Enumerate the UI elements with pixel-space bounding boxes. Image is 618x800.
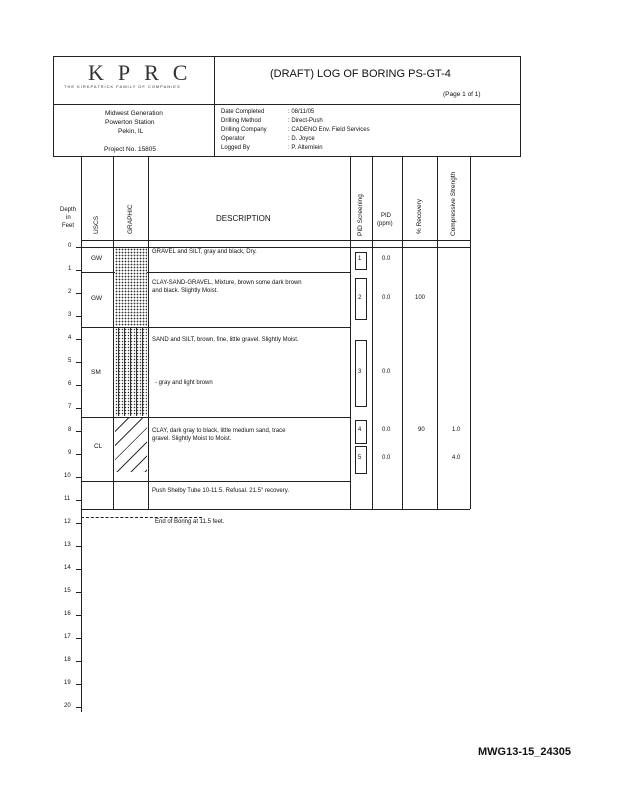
- header-mid-border: [53, 104, 521, 105]
- pid-header: PID: [381, 213, 392, 219]
- site-location: Pekin, IL: [118, 128, 144, 135]
- depth-header: Depth: [60, 207, 77, 213]
- recovery-column-border: [437, 156, 438, 509]
- description-column-border: [350, 156, 351, 509]
- info-label: Logged By: [221, 145, 250, 151]
- depth-tick: [76, 316, 81, 317]
- uscs-code: GW: [91, 255, 103, 262]
- depth-tick: [76, 293, 81, 294]
- strength-value: 4.0: [452, 455, 461, 461]
- sample-number: 5: [358, 455, 362, 461]
- pid-value: 0.0: [382, 369, 391, 375]
- strength-value: 1.0: [452, 427, 461, 433]
- info-label: Drilling Company: [221, 127, 267, 133]
- info-label: Date Completed: [221, 109, 265, 115]
- sample-number: 3: [358, 369, 362, 375]
- description-text: SAND and SILT, brown, fine, little gravel. Slightly Moist.: [152, 337, 299, 343]
- sample-number: 1: [358, 256, 362, 262]
- info-value: : CADENO Env. Field Services: [288, 127, 370, 133]
- depth-tick: [76, 247, 81, 248]
- depth-tick: [76, 362, 81, 363]
- uscs-code: GW: [91, 295, 103, 302]
- site-station: Powerton Station: [105, 119, 155, 126]
- description-text: CLAY-SAND-GRAVEL, Mixture, brown some dark brown: [152, 280, 302, 286]
- end-of-boring-line: [81, 517, 202, 518]
- depth-label: 15: [64, 588, 71, 594]
- description-text: GRAVEL and SILT, gray and black, Dry.: [152, 249, 257, 255]
- end-of-boring-text: End of Boring at 11.5 feet.: [155, 519, 225, 525]
- strength-column-border: [470, 156, 471, 509]
- site-name: Midwest Generation: [105, 110, 163, 117]
- depth-tick: [76, 454, 81, 455]
- description-text: Push Shelby Tube 10-11.5. Refusal. 21.5" recovery.: [152, 488, 289, 494]
- header-left-border: [53, 56, 54, 156]
- description-text: CLAY, dark gray to black, little medium sand, trace: [152, 428, 286, 434]
- info-value: : D. Joyce: [288, 136, 315, 142]
- uscs-code: CL: [94, 443, 103, 450]
- uscs-column-border: [113, 156, 114, 509]
- depth-tick: [76, 638, 81, 639]
- depth-tick: [76, 615, 81, 616]
- description-header: DESCRIPTION: [216, 214, 271, 223]
- depth-label: 17: [64, 634, 71, 640]
- logo-tagline: THE KIRKPATRICK FAMILY OF COMPANIES: [64, 84, 181, 89]
- depth-tick: [76, 592, 81, 593]
- gravel-pattern: [115, 248, 147, 326]
- info-label: Drilling Method: [221, 118, 262, 124]
- depth-label: 14: [64, 565, 71, 571]
- depth-header-feet: Feet: [62, 223, 75, 229]
- description-text: and black. Slightly Moist.: [152, 288, 219, 294]
- project-number: Project No. 15805: [104, 146, 157, 153]
- sample-number: 4: [358, 427, 362, 433]
- header-bottom-border: [53, 156, 521, 157]
- info-label: Operator: [221, 136, 245, 142]
- header-right-border: [520, 56, 521, 156]
- graphic-header: GRAPHIC: [127, 204, 134, 234]
- depth-tick: [76, 546, 81, 547]
- depth-label: 19: [64, 680, 71, 686]
- uscs-code: SM: [91, 369, 101, 376]
- depth-tick: [76, 270, 81, 271]
- depth-label: 3: [68, 312, 72, 318]
- depth-label: 16: [64, 611, 71, 617]
- depth-tick: [76, 385, 81, 386]
- depth-tick: [76, 569, 81, 570]
- depth-label: 6: [68, 381, 72, 387]
- depth-tick: [76, 707, 81, 708]
- depth-label: 12: [64, 519, 71, 525]
- depth-label: 13: [64, 542, 71, 548]
- column-header-border: [81, 240, 470, 241]
- page-title: (DRAFT) LOG OF BORING PS-GT-4: [270, 68, 451, 80]
- depth-label: 5: [68, 358, 72, 364]
- depth-tick: [76, 408, 81, 409]
- uscs-header: USCS: [93, 215, 100, 234]
- page-number: (Page 1 of 1): [443, 91, 481, 98]
- graphic-column-border: [148, 156, 149, 509]
- depth-label: 8: [68, 427, 72, 433]
- pid-screening-header: PID Screening: [357, 194, 364, 236]
- company-logo: KPRC: [88, 60, 202, 85]
- header-divider: [214, 56, 215, 156]
- description-text: gravel. Slightly Moist to Moist.: [152, 436, 232, 442]
- description-text: - gray and light brown: [155, 380, 213, 386]
- document-id: MWG13-15_24305: [478, 746, 571, 758]
- depth-tick: [76, 684, 81, 685]
- sand-silt-pattern: [115, 328, 147, 416]
- recovery-header: % Recovery: [416, 198, 423, 234]
- pid-value: 0.0: [382, 295, 391, 301]
- info-value: : 08/11/05: [288, 109, 315, 115]
- layer-boundary: [81, 481, 350, 482]
- clay-pattern: [115, 418, 147, 472]
- header-top-border: [53, 56, 521, 57]
- depth-tick: [76, 477, 81, 478]
- depth-label: 20: [64, 703, 71, 709]
- table-bottom-border: [81, 509, 470, 510]
- depth-label: 11: [64, 496, 71, 502]
- depth-label: 18: [64, 657, 71, 663]
- pid-value: 0.0: [382, 427, 391, 433]
- depth-tick: [76, 431, 81, 432]
- compressive-strength-header: Compressive Strength: [450, 171, 457, 236]
- sample-number: 2: [358, 295, 362, 301]
- depth-header-in: in: [66, 215, 71, 221]
- pid-value: 0.0: [382, 256, 391, 262]
- depth-tick: [76, 661, 81, 662]
- info-value: : P. Alternlein: [288, 145, 323, 151]
- recovery-value: 100: [415, 295, 426, 301]
- depth-tick: [76, 339, 81, 340]
- depth-label: 0: [68, 243, 72, 249]
- pid-value: 0.0: [382, 455, 391, 461]
- depth-label: 4: [68, 335, 72, 341]
- depth-label: 10: [64, 473, 71, 479]
- depth-label: 9: [68, 450, 72, 456]
- info-value: : Direct-Push: [288, 118, 323, 124]
- pid-screening-column-border: [372, 156, 373, 509]
- depth-label: 7: [68, 404, 72, 410]
- depth-label: 2: [68, 289, 72, 295]
- depth-tick: [76, 500, 81, 501]
- pid-column-border: [402, 156, 403, 509]
- pid-units-header: (ppm): [377, 221, 393, 227]
- recovery-value: 90: [418, 427, 425, 433]
- depth-tick: [76, 523, 81, 524]
- depth-label: 1: [68, 266, 72, 272]
